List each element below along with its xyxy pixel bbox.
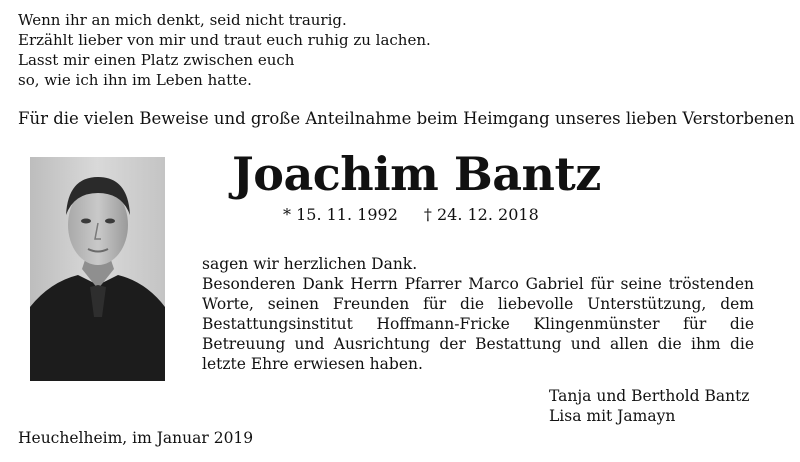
thanks-line: Bestattungsinstitut Hoffmann-Fricke Klingenmünster für die bbox=[202, 315, 754, 333]
thanks-line: Betreuung und Ausrichtung der Bestattung und allen die ihm die bbox=[202, 335, 754, 353]
intro-text: Für die vielen Beweise und große Anteilnahme beim Heimgang unseres lieben Verstorbenen bbox=[18, 109, 795, 128]
place-date: Heuchelheim, im Januar 2019 bbox=[18, 429, 254, 447]
birth-date: * 15. 11. 1992 bbox=[283, 205, 398, 224]
poem-line: Lasst mir einen Platz zwischen euch bbox=[18, 51, 295, 69]
poem bbox=[18, 10, 431, 90]
death-date: † 24. 12. 2018 bbox=[423, 205, 539, 224]
signature-line: Tanja und Berthold Bantz bbox=[549, 387, 750, 405]
deceased-name: Joachim Bantz bbox=[232, 147, 601, 201]
poem-line: Wenn ihr an mich denkt, seid nicht traurig. bbox=[18, 11, 347, 29]
thanks-line: sagen wir herzlichen Dank. bbox=[202, 255, 418, 273]
poem-line: Erzählt lieber von mir und traut euch ruhig zu lachen. bbox=[18, 31, 431, 49]
signature-line: Lisa mit Jamayn bbox=[549, 407, 676, 425]
portrait-photo bbox=[30, 157, 165, 381]
poem-line: so, wie ich ihn im Leben hatte. bbox=[18, 71, 252, 89]
life-dates bbox=[283, 204, 539, 226]
portrait-image bbox=[30, 157, 165, 381]
thanks-line: Worte, seinen Freunden für die liebevolle Unterstützung, dem bbox=[202, 295, 754, 313]
thanks-text bbox=[202, 254, 754, 374]
thanks-line: Besonderen Dank Herrn Pfarrer Marco Gabriel für seine tröstenden bbox=[202, 275, 754, 293]
thanks-line: letzte Ehre erwiesen haben. bbox=[202, 355, 423, 373]
signature bbox=[549, 386, 749, 426]
